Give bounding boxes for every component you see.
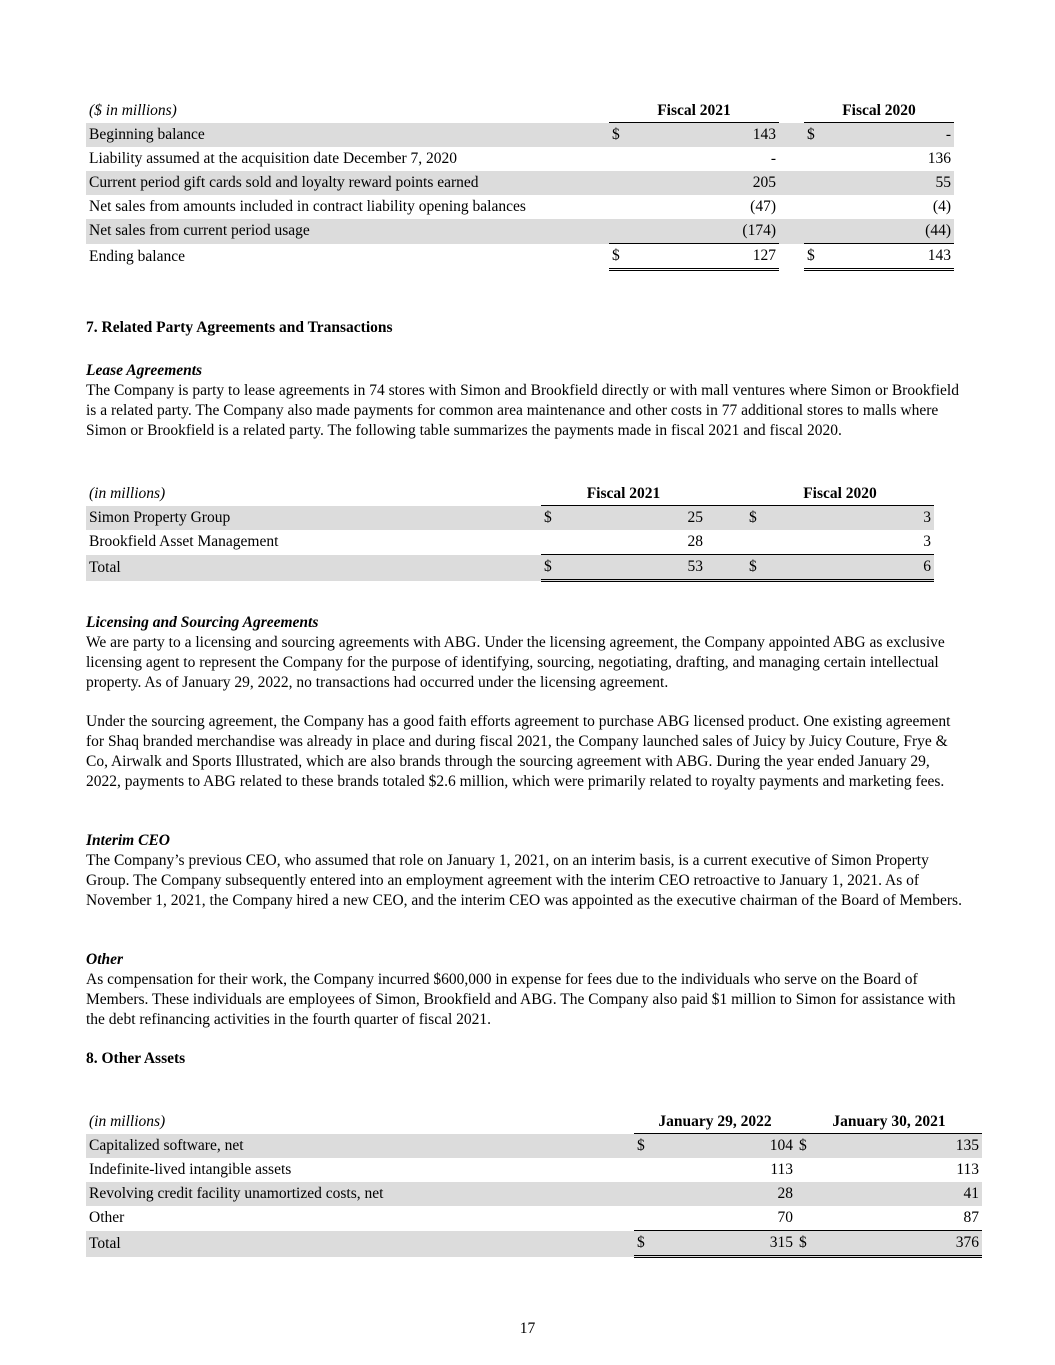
licensing-sourcing-paragraph-1 [86, 633, 966, 693]
dollar-sign: $ [804, 244, 829, 270]
row-label: Indefinite-lived intangible assets [89, 1161, 292, 1178]
value-fiscal-2021: 25 [566, 506, 706, 531]
table-row [86, 1134, 982, 1159]
value-2021: 41 [821, 1182, 982, 1206]
dollar-sign: $ [634, 1231, 659, 1257]
table-row [86, 195, 954, 219]
value-fiscal-2020: 3 [771, 530, 934, 555]
value-2022: 28 [659, 1182, 796, 1206]
licensing-sourcing-paragraph-2 [86, 712, 966, 792]
licensing-sourcing-heading: Licensing and Sourcing Agreements [86, 614, 319, 631]
table-row [86, 1182, 982, 1206]
table-row [86, 530, 934, 555]
table-total-row [86, 1231, 982, 1257]
table-caption: (in millions) [89, 1113, 166, 1131]
page-number: 17 [519, 1320, 536, 1337]
paragraph-text: Under the sourcing agreement, the Company has a good faith efforts agreement to purchase ABG licensed product. One existing agreement for Shaq branded merchandise was already in place and during fiscal 2021, the Company launched sales of Juicy by Juicy Couture, Frye & Co, Airwalk and Sports Illustrated, which are also brands through the sourcing agreement with ABG. During the year ended January 29, 2022, payments to ABG related to these brands totaled $2.6 million, which were primarily related to royalty payments and marketing fees. [86, 713, 951, 790]
value-fiscal-2020: 136 [927, 150, 951, 167]
dollar-sign: $ [541, 555, 566, 581]
row-label: Total [86, 555, 541, 581]
value-fiscal-2020: 6 [771, 555, 934, 581]
contract-liability-table [86, 100, 954, 271]
row-label: Liability assumed at the acquisition date December 7, 2020 [89, 150, 458, 167]
dollar-sign: $ [609, 244, 634, 270]
table-row [86, 123, 954, 148]
table-row [86, 147, 954, 171]
table-row [86, 506, 934, 531]
value-2021: 376 [821, 1231, 982, 1257]
other-heading: Other [86, 951, 124, 968]
section-7-title: 7. Related Party Agreements and Transactions [86, 319, 393, 336]
other-paragraph [86, 970, 966, 1030]
related-party-payments-table [86, 483, 934, 582]
table-caption: ($ in millions) [89, 102, 177, 120]
column-header-fiscal-2020: Fiscal 2020 [746, 483, 934, 506]
value-fiscal-2020: 55 [829, 171, 954, 195]
table-header [86, 483, 934, 506]
row-label: Ending balance [89, 247, 185, 265]
table-row [86, 219, 954, 244]
value-fiscal-2021: 143 [634, 123, 779, 148]
row-label: Total [86, 1231, 634, 1257]
column-header-fiscal-2021: Fiscal 2021 [609, 100, 779, 123]
interim-ceo-heading: Interim CEO [86, 832, 170, 849]
column-header-fiscal-2020: Fiscal 2020 [804, 100, 954, 123]
paragraph-text: The Company is party to lease agreements in 74 stores with Simon and Brookfield directly or with mall ventures where Simon or Brookfield is a related party. The Company also made payments for common area maintenance and other costs in 77 additional stores to malls where Simon or Brookfield is a related party. The following table summarizes the payments made in fiscal 2021 and fiscal 2020. [86, 382, 959, 439]
value-2022: 70 [659, 1206, 796, 1231]
value-fiscal-2020: - [829, 123, 954, 148]
table-header [86, 1111, 982, 1134]
dollar-sign: $ [634, 1134, 659, 1159]
dollar-sign: $ [541, 506, 566, 531]
value-fiscal-2020: 143 [829, 244, 954, 270]
value-2021: 135 [821, 1134, 982, 1159]
value-fiscal-2021: 53 [566, 555, 706, 581]
value-fiscal-2021: 28 [566, 530, 706, 555]
value-2022: 315 [659, 1231, 796, 1257]
table-caption: (in millions) [89, 485, 166, 503]
interim-ceo-paragraph [86, 851, 966, 911]
value-fiscal-2021: (47) [750, 198, 776, 215]
value-2022: 113 [770, 1161, 793, 1178]
row-label: Other [89, 1209, 125, 1227]
value-fiscal-2021: (174) [634, 219, 779, 244]
row-label: Net sales from amounts included in contract liability opening balances [89, 198, 526, 215]
row-label: Net sales from current period usage [86, 219, 609, 244]
dollar-sign: $ [746, 555, 771, 581]
dollar-sign: $ [746, 506, 771, 531]
value-2021: 113 [956, 1161, 979, 1178]
value-fiscal-2020: (44) [829, 219, 954, 244]
dollar-sign: $ [804, 123, 829, 148]
row-label: Current period gift cards sold and loyalty reward points earned [86, 171, 609, 195]
row-label: Beginning balance [86, 123, 609, 148]
section-8-title: 8. Other Assets [86, 1050, 186, 1067]
dollar-sign: $ [796, 1134, 821, 1159]
table-row [86, 1206, 982, 1231]
value-fiscal-2020: (4) [932, 198, 951, 215]
value-fiscal-2021: 127 [634, 244, 779, 270]
value-2022: 104 [659, 1134, 796, 1159]
lease-agreements-paragraph [86, 381, 966, 441]
paragraph-text: The Company’s previous CEO, who assumed that role on January 1, 2021, on an interim basis, is a current executive of Simon Property Group. The Company subsequently entered into an employment agreement with the interim CEO retroactive to January 1, 2021. As of November 1, 2021, the Company hired a new CEO, and the interim CEO was appointed as the executive chairman of the Board of Members. [86, 852, 962, 909]
column-header-fiscal-2021: Fiscal 2021 [541, 483, 706, 506]
row-label: Capitalized software, net [86, 1134, 634, 1159]
lease-agreements-heading: Lease Agreements [86, 362, 203, 379]
value-2021: 87 [821, 1206, 982, 1231]
dollar-sign: $ [796, 1231, 821, 1257]
table-total-row [86, 244, 954, 270]
paragraph-text: We are party to a licensing and sourcing agreements with ABG. Under the licensing agreement, the Company appointed ABG as exclusive licensing agent to represent the Company for the purpose of identifying, sourcing, negotiating, drafting, and managing certain intellectual property. As of January 29, 2022, no transactions had occurred under the licensing agreement. [86, 634, 945, 691]
table-row [86, 171, 954, 195]
value-fiscal-2021: 205 [634, 171, 779, 195]
column-header-january-30-2021: January 30, 2021 [796, 1111, 982, 1134]
value-fiscal-2020: 3 [771, 506, 934, 531]
paragraph-text: As compensation for their work, the Company incurred $600,000 in expense for fees due to the individuals who serve on the Board of Members. These individuals are employees of Simon, Brookfield and ABG. The Company also paid $1 million to Simon for assistance with the debt refinancing activities in the fourth quarter of fiscal 2021. [86, 971, 956, 1028]
row-label: Brookfield Asset Management [89, 533, 279, 551]
table-row [86, 1158, 982, 1182]
table-total-row [86, 555, 934, 581]
value-fiscal-2021: - [770, 150, 776, 167]
table-header [86, 100, 954, 123]
row-label: Revolving credit facility unamortized costs, net [86, 1182, 634, 1206]
other-assets-table [86, 1111, 982, 1258]
column-header-january-29-2022: January 29, 2022 [634, 1111, 796, 1134]
row-label: Simon Property Group [86, 506, 541, 531]
dollar-sign: $ [609, 123, 634, 148]
